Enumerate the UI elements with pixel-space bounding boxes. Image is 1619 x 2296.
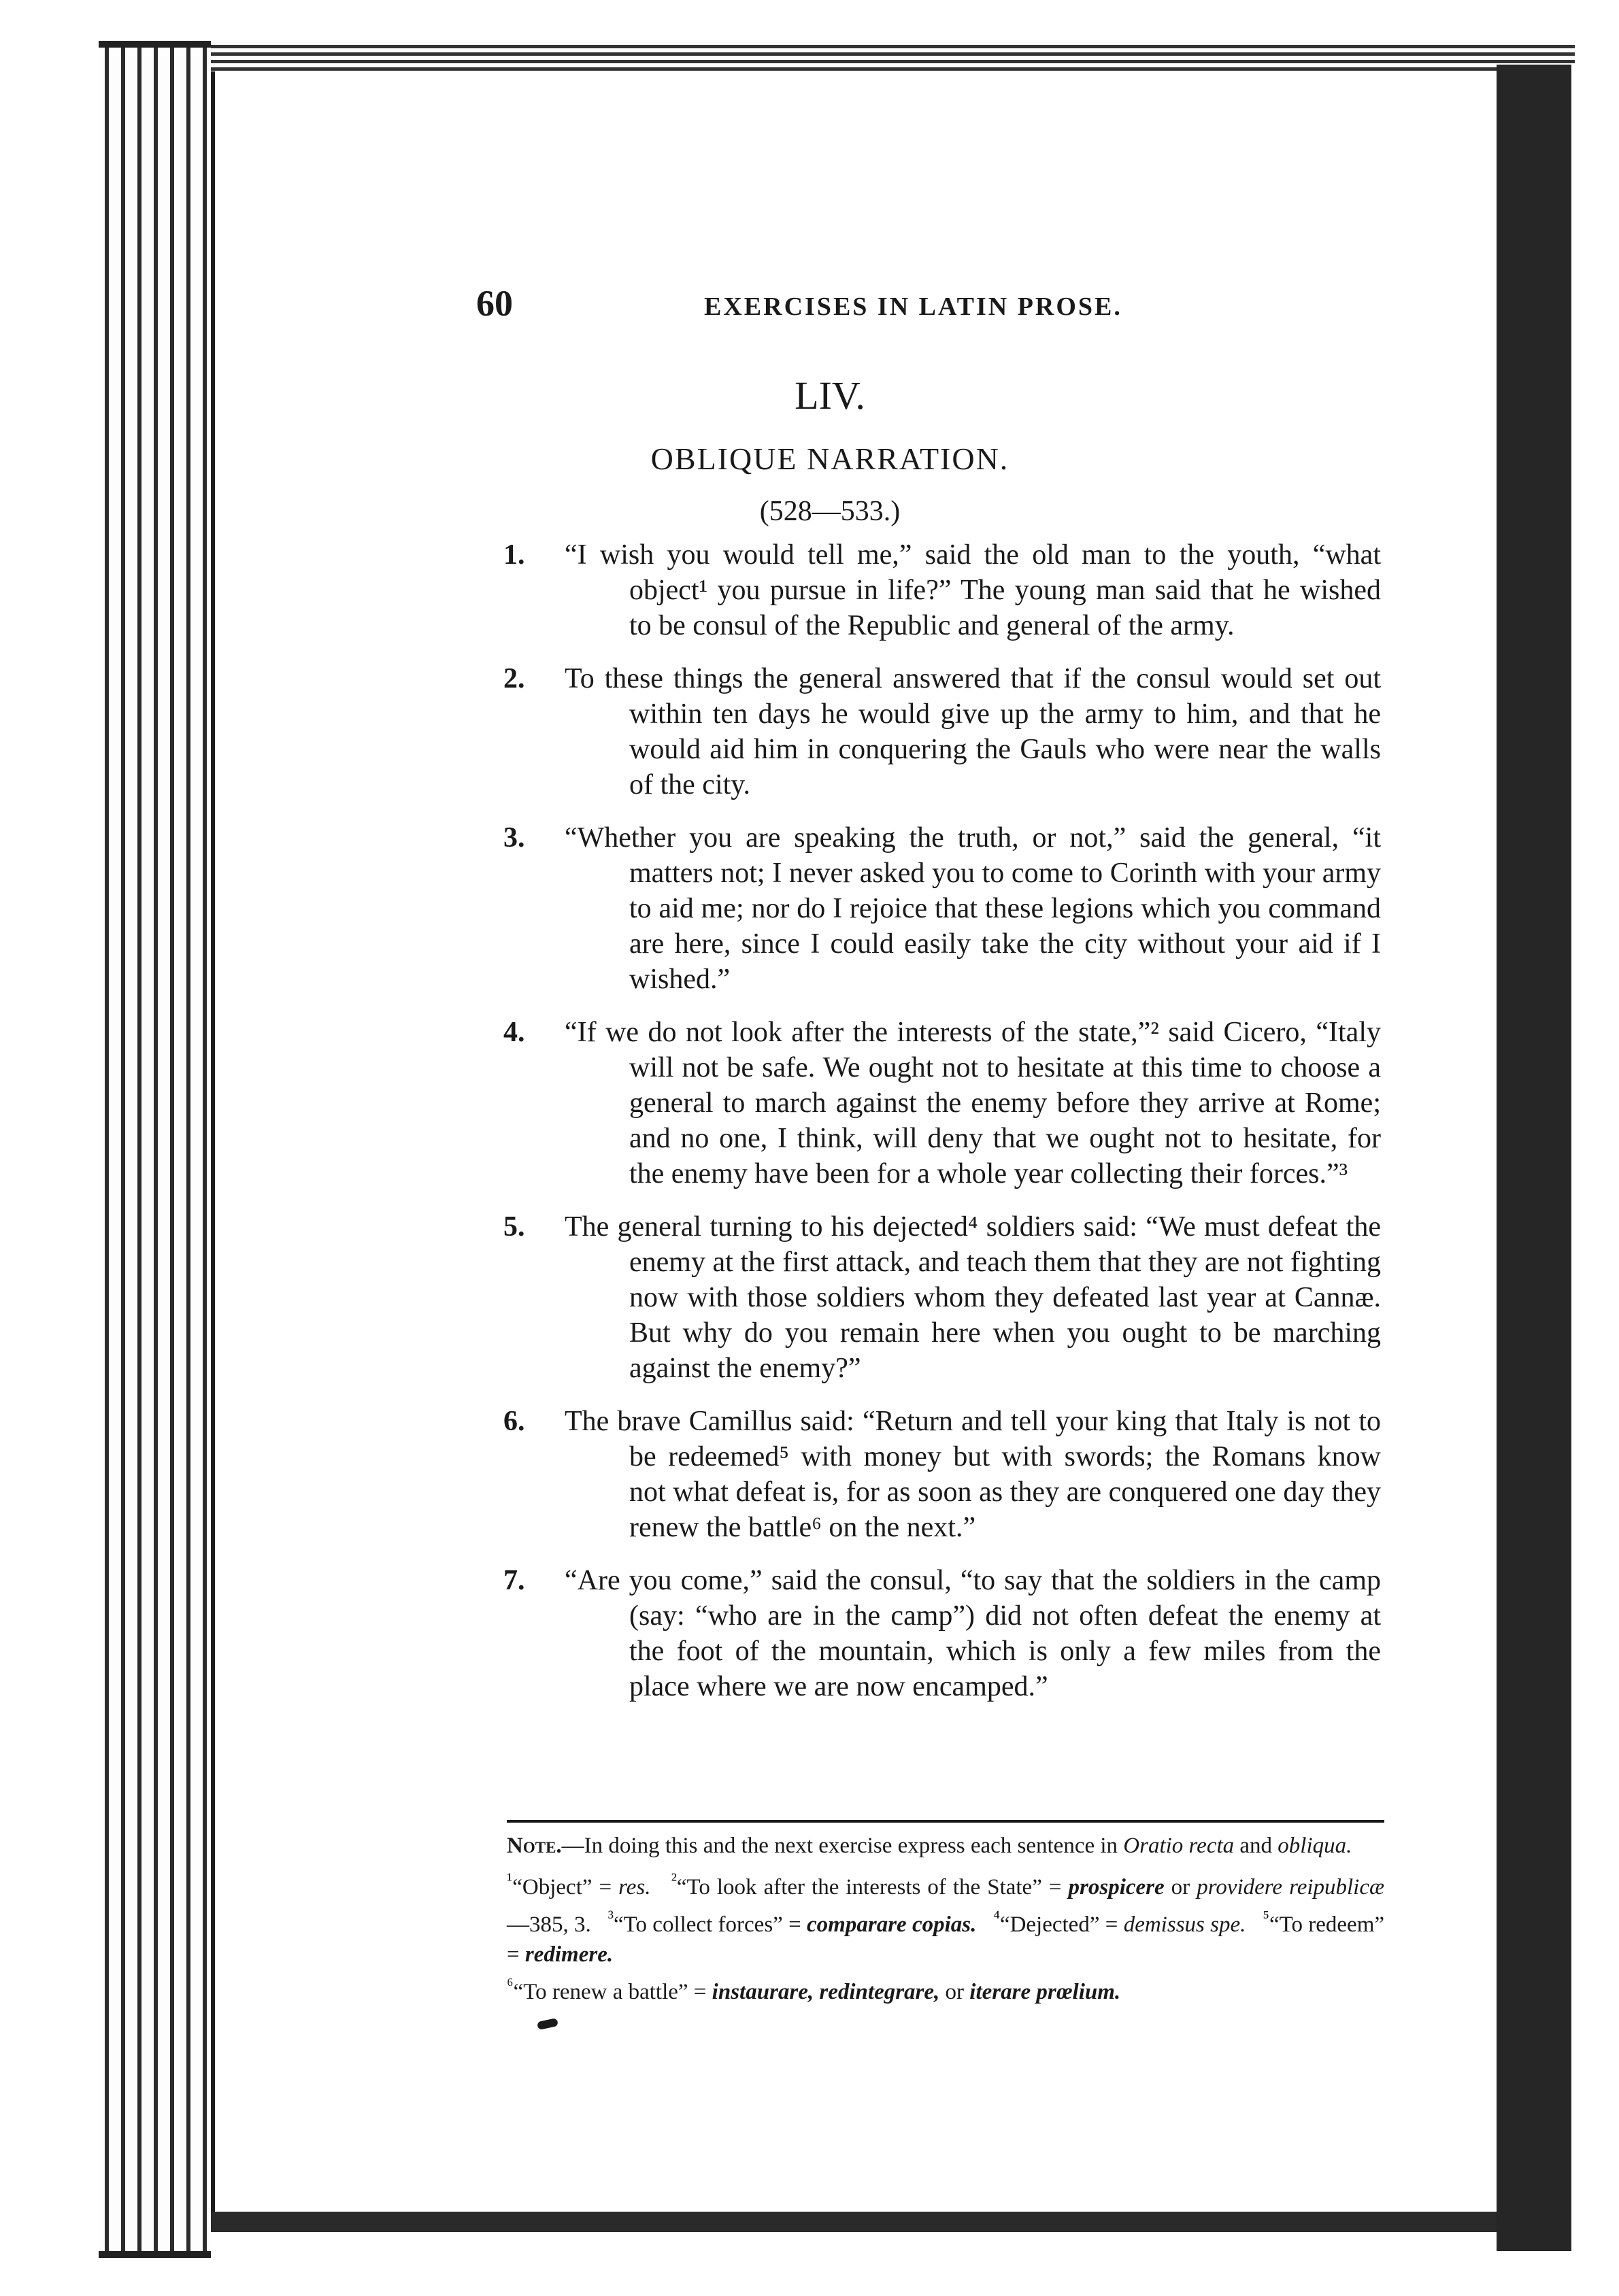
exercise-number: 3. — [503, 822, 525, 854]
running-head — [476, 282, 1395, 330]
exercise-text: “Are you come,” said the consul, “to say that the soldiers in the camp (say: “who are in the camp”) did not often defeat the enemy at the foot of the mountain, which is only a few miles from the place where we are now encamped.” — [565, 1565, 1381, 1702]
footnotes — [507, 1831, 1384, 2007]
exercise-number: 1. — [503, 539, 525, 571]
exercise-list — [503, 537, 1381, 1722]
section-title: OBLIQUE NARRATION. — [650, 441, 1009, 476]
exercise-number: 6. — [503, 1406, 525, 1437]
footnote-text: “To renew a battle” = — [513, 1980, 712, 2004]
exercise-item — [503, 1209, 1381, 1386]
footnote-latin: prospicere — [1068, 1875, 1165, 1900]
footnote-or: or — [939, 1980, 970, 2004]
footnote-latin: res. — [618, 1875, 651, 1900]
exercise-text: “Whether you are speaking the truth, or not,” said the general, “it matters not; I never asked you to come to Corinth with your army to aid me; nor do I rejoice that these legions which you command are here, since I could easily take the city without your aid if I wished.” — [565, 822, 1381, 995]
section-number: LIV. — [795, 373, 865, 418]
exercise-item — [503, 537, 1381, 643]
exercise-number: 5. — [503, 1211, 525, 1243]
footnote-latin: demissus spe. — [1123, 1912, 1246, 1937]
exercise-text: “If we do not look after the interests of the state,”² said Cicero, “Italy will not be safe. We ought not to hesitate at this time to choose a general to march against the enemy before they arrive at Rome; and no one, I think, will deny that we ought not to hesitate, for the enemy have been for a whole year collecting their forces.”³ — [565, 1017, 1381, 1189]
exercise-text: The general turning to his dejected⁴ soldiers said: “We must defeat the enemy at the first attack, and teach them that they are not fighting now with those soldiers whom they defeated last year at Cannæ. But why do you remain here when you ought to be marching against the enemy?” — [565, 1211, 1381, 1384]
footnote-marker: ¹ — [507, 1869, 513, 1890]
footnote-marker: ⁴ — [993, 1906, 1000, 1927]
note-paragraph — [507, 1831, 1384, 1861]
page-number: 60 — [476, 283, 513, 324]
footnote-latin: redimere. — [524, 1942, 614, 1967]
note-oratio-recta: Oratio recta — [1123, 1834, 1235, 1858]
exercise-text: “I wish you would tell me,” said the old man to the youth, “what object¹ you pursue in life?” The young man said that he wished to be consul of the Republic and general of the army. — [565, 539, 1381, 641]
footnote-text: “To look after the interests of the State” = — [676, 1875, 1069, 1900]
footnote-rule — [507, 1820, 1384, 1823]
exercise-item — [503, 661, 1381, 803]
footnote-marker: ² — [671, 1869, 677, 1890]
exercise-text: To these things the general answered that if the consul would set out within ten days he would give up the army to him, and that he would aid him in conquering the Gauls who were near the walls of the city. — [565, 663, 1381, 800]
section-reference: (528—533.) — [759, 496, 901, 527]
exercise-item — [503, 1015, 1381, 1192]
footnote-or: or — [1164, 1875, 1197, 1900]
footnote-text: “Object” = — [512, 1875, 619, 1900]
footnote-marker: ³ — [607, 1906, 614, 1927]
book-top-edge — [99, 41, 1575, 71]
footnote-lines — [507, 1865, 1384, 2007]
note-text: —In doing this and the next exercise express each sentence in — [561, 1834, 1118, 1858]
exercise-number: 2. — [503, 663, 525, 694]
footnote-latin: comparare copias. — [807, 1912, 977, 1937]
note-obliqua: obliqua. — [1278, 1834, 1352, 1858]
footnote-latin: providere reipublicæ — [1197, 1875, 1384, 1900]
exercise-item — [503, 1563, 1381, 1704]
running-title: EXERCISES IN LATIN PROSE. — [704, 292, 1122, 321]
exercise-number: 7. — [503, 1565, 525, 1596]
exercise-item — [503, 820, 1381, 997]
note-label: Note. — [507, 1834, 562, 1858]
footnote-text: “To redeem” = — [507, 1912, 1385, 1967]
footnote-text: “Dejected” = — [999, 1912, 1124, 1937]
footnote-text: “To collect forces” = — [613, 1912, 807, 1937]
footnote-marker: ⁶ — [507, 1974, 514, 1995]
exercise-number: 4. — [503, 1017, 525, 1048]
exercise-item — [503, 1404, 1381, 1545]
note-and: and — [1239, 1834, 1273, 1858]
footnote-marker: ⁵ — [1263, 1906, 1269, 1927]
footnote-latin: iterare prœlium. — [969, 1980, 1121, 2004]
footnote-ref: —385, 3. — [507, 1912, 591, 1937]
scan-border-bottom — [211, 2212, 1497, 2232]
footnote-latin: instaurare, redintegrare, — [712, 1980, 940, 2004]
exercise-text: The brave Camillus said: “Return and tell your king that Italy is not to be redeemed⁵ with money but with swords; the Romans know not what defeat is, for as soon as they are conquered one day they renew the battle⁶ on the next.” — [565, 1406, 1381, 1543]
